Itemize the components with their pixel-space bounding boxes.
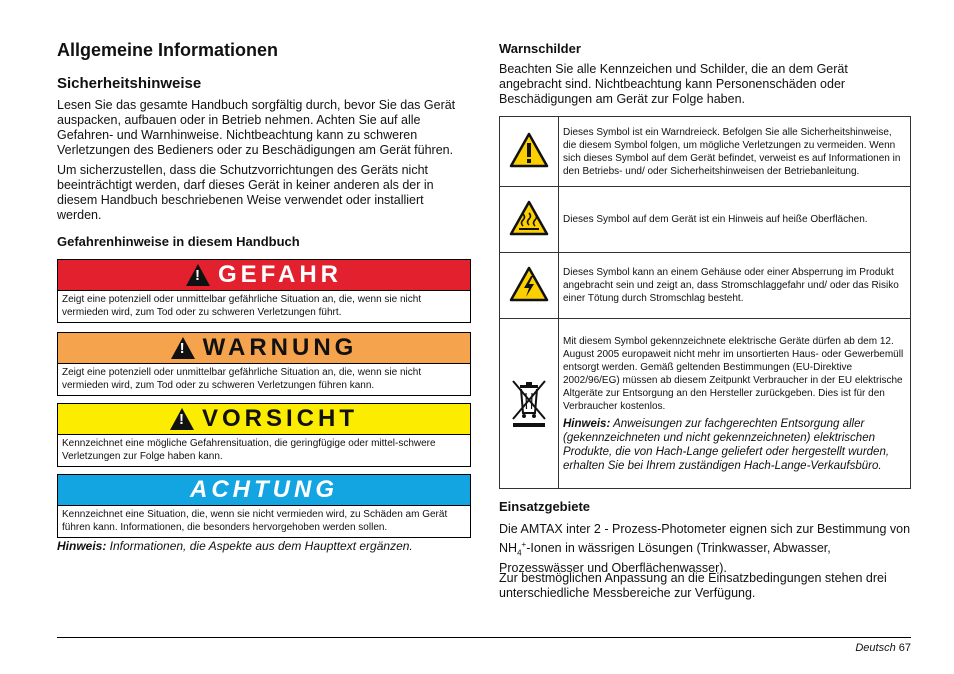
use-subscript: 4 xyxy=(517,548,522,558)
danger-box xyxy=(57,259,471,323)
symbol-description xyxy=(559,319,911,489)
caution-label: VORSICHT xyxy=(201,405,358,432)
footer-rule xyxy=(57,637,911,638)
caution-text: Kennzeichnet eine mögliche Gefahrensituation, die geringfügige oder mittel-schwere Verletzungen zur Folge haben kann. xyxy=(62,438,436,462)
symbol-icon-cell xyxy=(500,319,559,489)
warning-triangle-icon xyxy=(186,264,210,286)
use-heading: Einsatzgebiete xyxy=(499,499,591,514)
electric-shock-icon xyxy=(509,266,549,302)
warning-banner xyxy=(58,333,470,364)
symbol-description: Dieses Symbol kann an einem Gehäuse oder einer Absperrung im Produkt angebracht sein und zeigt an, dass Stromschlaggefahr und/ oder das Risiko einer Tötung durch Stromschlag besteht. xyxy=(559,253,911,319)
symbol-row xyxy=(500,253,911,319)
labels-heading: Warnschilder xyxy=(499,41,581,56)
caution-box xyxy=(57,403,471,467)
footer-language: Deutsch xyxy=(855,642,896,654)
hot-surface-icon xyxy=(509,200,549,236)
safety-paragraph-2: Um sicherzustellen, dass die Schutzvorrichtungen des Geräts nicht beeinträchtigt werden, darf dieses Gerät in keiner anderen als der in diesem Handbuch beschriebenen Weise verwendet oder installiert werden. xyxy=(57,163,434,222)
warning-triangle-icon xyxy=(170,408,194,430)
warning-label: WARNUNG xyxy=(202,334,358,361)
hazard-heading: Gefahrenhinweise in diesem Handbuch xyxy=(57,234,300,249)
symbol-row xyxy=(500,117,911,187)
danger-banner xyxy=(58,260,470,291)
warning-text: Zeigt eine potenziell oder unmittelbar gefährliche Situation an, die, wenn sie nicht vermieden wird, zum Tod oder zu schweren Verletzungen führen kann. xyxy=(62,367,422,391)
safety-heading: Sicherheitshinweise xyxy=(57,75,202,92)
weee-description: Mit diesem Symbol gekennzeichnete elektrische Geräte dürfen ab dem 12. August 2005 europaweit nicht mehr im unsortierten Haus- oder Gewerbemüll entsorgt werden. Gemäß geltenden Bestimmungen (EU-Direktive 2002/96/EG) müssen ab diesem Zeitpunkt Verbraucher in der EU elektrische Altgeräte zur Entsorgung an den Hersteller zurückgeben. Dies ist für den Verbraucher kostenlos. xyxy=(563,335,904,412)
safety-paragraph-1: Lesen Sie das gesamte Handbuch sorgfältig durch, bevor Sie das Gerät auspacken, aufbauen oder in Betrieb nehmen. Achten Sie auf alle Gefahren- und Warnhinweise. Nichtbeachtung kann zu schweren Verletzungen des Bedieners oder zu Beschädigungen am Gerät führen. xyxy=(57,98,456,157)
notice-banner xyxy=(58,475,470,506)
warning-triangle-icon xyxy=(509,132,549,168)
notice-text: Kennzeichnet eine Situation, die, wenn sie nicht vermieden wird, zu Schäden am Gerät führen kann. Informationen, die besonders hervorgehoben werden sollen. xyxy=(62,509,448,533)
note-text: Informationen, die Aspekte aus dem Haupttext ergänzen. xyxy=(106,539,413,553)
note xyxy=(57,539,471,553)
caution-banner xyxy=(58,404,470,435)
symbol-icon-cell xyxy=(500,117,559,187)
symbol-description: Dieses Symbol auf dem Gerät ist ein Hinweis auf heiße Oberflächen. xyxy=(559,187,911,253)
use-text-a: Die AMTAX inter 2 - Prozess-Photometer eignen sich zur Bestimmung von NH xyxy=(499,522,911,556)
warning-box xyxy=(57,332,471,396)
labels-paragraph: Beachten Sie alle Kennzeichen und Schilder, die an dem Gerät angebracht sind. Nichtbeachtung kann Personenschäden oder Beschädigungen am Gerät zur Folge haben. xyxy=(499,62,848,106)
symbol-description: Dieses Symbol ist ein Warndreieck. Befolgen Sie alle Sicherheitshinweise, die diesem Symbol folgen, um mögliche Verletzungen zu vermeiden. Wenn sich dieses Symbol auf dem Gerät befindet, verweist es auf Informationen in den Betriebs- und/ oder Sicherheitshinweisen der Betriebanleitung. xyxy=(559,117,911,187)
notice-box xyxy=(57,474,471,538)
notice-label: ACHTUNG xyxy=(190,476,338,503)
danger-text: Zeigt eine potenziell oder unmittelbar gefährliche Situation an, die, wenn sie nicht vermieden wird, zum Tod oder zu schweren Verletzungen führt. xyxy=(62,294,422,318)
use-paragraph-1 xyxy=(499,522,911,576)
page-title: Allgemeine Informationen xyxy=(57,40,279,60)
symbol-icon-cell xyxy=(500,187,559,253)
weee-crossed-bin-icon xyxy=(507,375,551,429)
symbol-icon-cell xyxy=(500,253,559,319)
symbol-table xyxy=(499,116,911,489)
use-paragraph-2: Zur bestmöglichen Anpassung an die Einsatzbedingungen stehen drei unterschiedliche Messbereiche zur Verfügung. xyxy=(499,571,887,600)
symbol-row xyxy=(500,319,911,489)
note-label: Hinweis: xyxy=(57,539,107,553)
use-text-b: -Ionen in wässrigen Lösungen (Trinkwasser, Abwasser, Prozesswässer und Oberflächenwasser). xyxy=(499,541,831,575)
use-superscript: + xyxy=(521,540,527,549)
symbol-row xyxy=(500,187,911,253)
danger-label: GEFAHR xyxy=(217,261,342,288)
footer xyxy=(855,642,911,654)
footer-page-number: 67 xyxy=(898,642,911,654)
weee-note-text: Anweisungen zur fachgerechten Entsorgung aller (gekennzeichneten und nicht gekennzeichneten) elektrischen Produkte, die von Hach-Lange geliefert oder hergestellt wurden, erhalten Sie bei Ihrem zuständigen Hach-Lange-Verkaufsbüro. xyxy=(563,417,890,472)
weee-note-label: Hinweis: xyxy=(563,417,611,430)
weee-note xyxy=(563,417,906,473)
warning-triangle-icon xyxy=(171,337,195,359)
